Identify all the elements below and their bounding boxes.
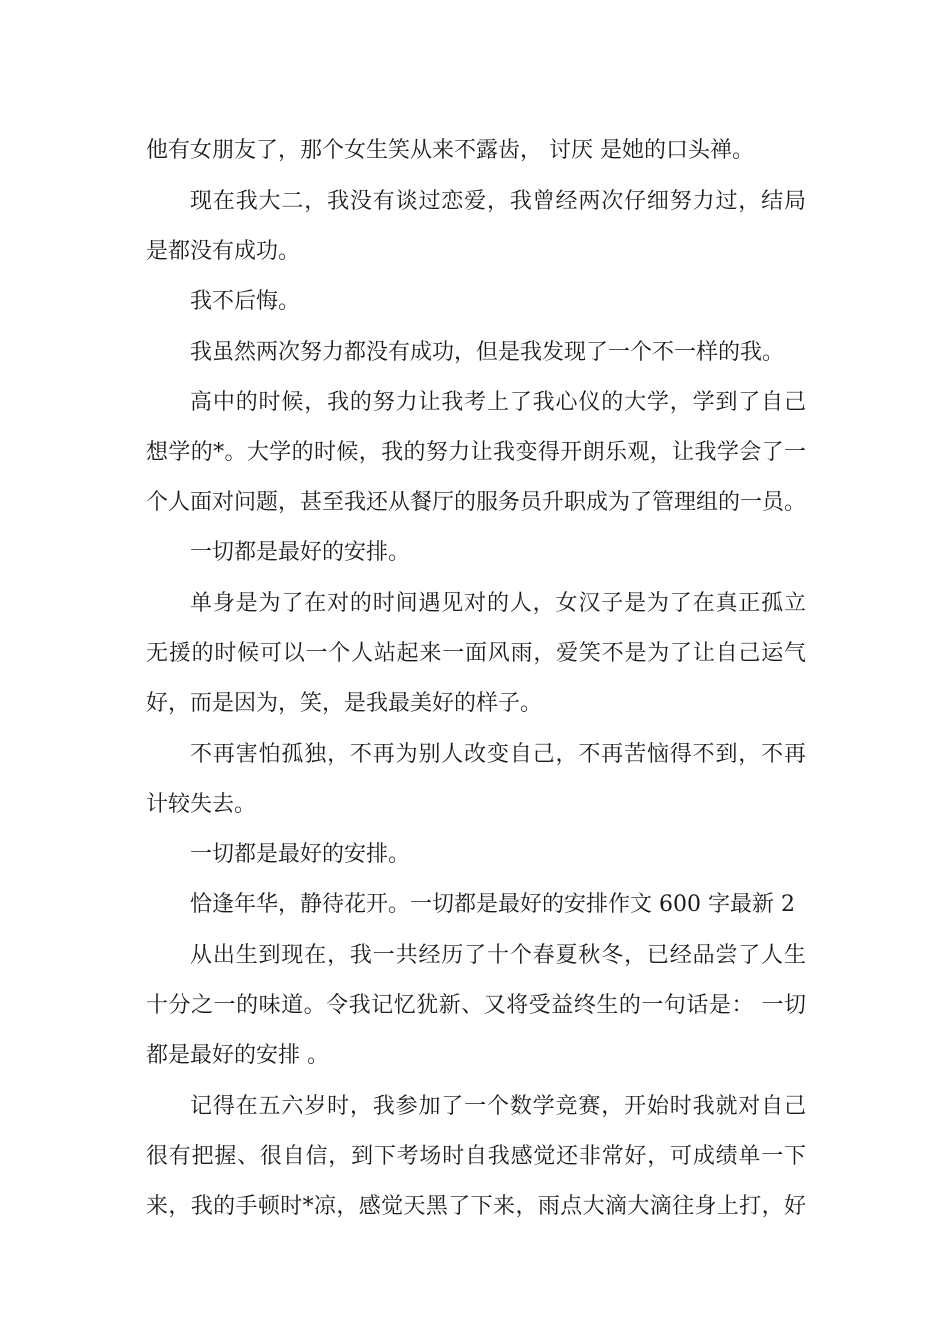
text-line: 无援的时候可以一个人站起来一面风雨，爱笑不是为了让自己运气 xyxy=(146,641,806,666)
text-line: 现在我大二，我没有谈过恋爱，我曾经两次仔细努力过，结局 xyxy=(190,189,806,214)
text-line: 记得在五六岁时，我参加了一个数学竞赛，开始时我就对自己 xyxy=(190,1094,806,1119)
text-line: 从出生到现在，我一共经历了十个春夏秋冬，已经品尝了人生 xyxy=(190,943,806,968)
text-line: 不再害怕孤独，不再为别人改变自己，不再苦恼得不到，不再 xyxy=(190,742,806,767)
text-line: 我虽然两次努力都没有成功，但是我发现了一个不一样的我。 xyxy=(190,340,785,365)
text-line: 好，而是因为，笑，是我最美好的样子。 xyxy=(146,691,543,716)
text-line: 一切都是最好的安排。 xyxy=(190,540,411,565)
text-line: 想学的*。大学的时候，我的努力让我变得开朗乐观，让我学会了一 xyxy=(146,440,806,465)
text-line: 来，我的手顿时*凉，感觉天黑了下来，雨点大滴大滴往身上打，好 xyxy=(146,1194,806,1219)
text-line: 十分之一的味道。令我记忆犹新、又将受益终生的一句话是： 一切 xyxy=(146,993,806,1018)
text-line: 单身是为了在对的时间遇见对的人，女汉子是为了在真正孤立 xyxy=(190,591,806,616)
text-line: 都是最好的安排 。 xyxy=(146,1043,329,1068)
text-line: 是都没有成功。 xyxy=(146,239,301,264)
text-line: 恰逢年华，静待花开。一切都是最好的安排作文 600 字最新 2 xyxy=(190,892,795,917)
text-line: 一切都是最好的安排。 xyxy=(190,842,411,867)
text-line: 他有女朋友了，那个女生笑从来不露齿， 讨厌 是她的口头禅。 xyxy=(146,138,754,163)
text-line: 计较失去。 xyxy=(146,792,257,817)
text-line: 我不后悔。 xyxy=(190,289,301,314)
text-line: 个人面对问题，甚至我还从餐厅的服务员升职成为了管理组的一员。 xyxy=(146,490,806,515)
text-line: 高中的时候，我的努力让我考上了我心仪的大学，学到了自己 xyxy=(190,390,806,415)
text-line: 很有把握、很自信，到下考场时自我感觉还非常好，可成绩单一下 xyxy=(146,1144,806,1169)
